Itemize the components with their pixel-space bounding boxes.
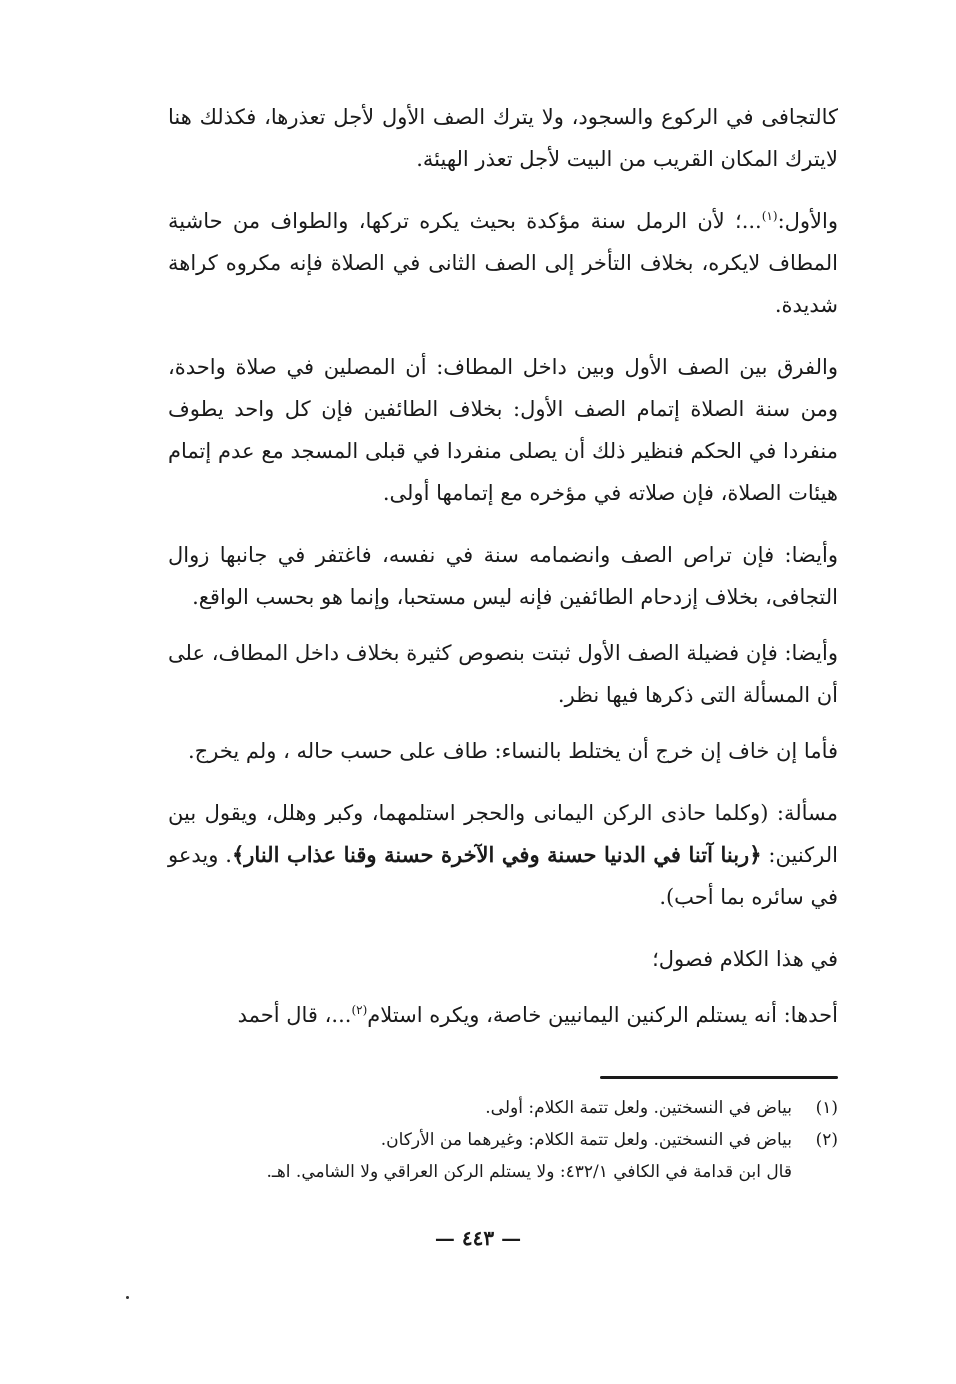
- footnote-continuation: قال ابن قدامة في الكافي ٤٣٢/١: ولا يستلم الركن العراقي ولا الشامي. اهـ.: [266, 1162, 792, 1182]
- paragraph-7-end: . ويدعو في سائره بما أحب).: [168, 843, 838, 909]
- footnote-1-text: بياض في النسختين. ولعل تتمة الكلام: أولى.: [485, 1098, 792, 1118]
- footnote-1-number: (١): [815, 1098, 838, 1118]
- paragraph-1-text: كالتجافى في الركوع والسجود، ولا يترك الصف الأول لأجل تعذرها، فكذلك هنا لايترك المكان القريب من البيت لأجل تعذر الهيئة.: [168, 105, 838, 171]
- paragraph-7: [168, 792, 838, 918]
- footnote-ref-2[interactable]: (٢): [351, 1003, 368, 1017]
- paragraph-5-text: وأيضا: فإن فضيلة الصف الأول ثبتت بنصوص كثيرة بخلاف داخل المطاف، على أن المسألة التى ذكرها فيها نظر.: [168, 641, 838, 707]
- paragraph-5: [168, 632, 838, 716]
- footnotes: [168, 1092, 838, 1188]
- footnote-2-text: بياض في النسختين. ولعل تتمة الكلام: وغيرهما من الأركان.: [380, 1130, 792, 1150]
- footnote-1: [168, 1092, 838, 1124]
- paragraph-9-rest: ...، قال أحمد: [237, 1003, 352, 1027]
- paragraph-8: [168, 938, 838, 980]
- paragraph-4-text: وأيضا: فإن تراص الصف وانضمامه سنة في نفسه، فاغتفر في جانبها زوال التجافى، بخلاف إزدحام الطائفين فإنه ليس مستحبا، وإنما هو بحسب الواقع.: [168, 543, 838, 609]
- main-text: [168, 96, 838, 1056]
- paragraph-2-rest: ...؛ لأن الرمل سنة مؤكدة بحيث يكره تركها، والطواف من حاشية المطاف لايكره، بخلاف التأخر إلى الصف الثانى في الصلاة فإنه مكروه كراهة شديدة.: [168, 209, 838, 317]
- footnote-2: [168, 1124, 838, 1156]
- paragraph-2-start: والأول:: [777, 209, 838, 233]
- paragraph-8-text: في هذا الكلام فصول؛: [652, 947, 838, 971]
- footnote-2-number: (٢): [815, 1130, 838, 1150]
- paragraph-3-text: والفرق بين الصف الأول وبين داخل المطاف: أن المصلين في صلاة واحدة، ومن سنة الصلاة إتمام الصف الأول: بخلاف الطائفين فإن كل واحد يطوف منفردا في الحكم فنظير ذلك أن يصلى منفردا في قبلى المسجد مع عدم إتمام هيئات الصلاة، فإن صلاته في مؤخره مع إتمامها أولى.: [168, 355, 838, 505]
- scan-speck: [126, 1296, 129, 1299]
- paragraph-6-text: فأما إن خاف إن خرج أن يختلط بالنساء: طاف على حسب حاله ، ولم يخرج.: [187, 739, 838, 763]
- paragraph-1: [168, 96, 838, 180]
- footnote-separator: [600, 1076, 838, 1079]
- paragraph-7-start: مسألة: (وكلما حاذى الركن اليمانى والحجر استلمهما، وكبر وهلل، ويقول بين الركنين:: [168, 801, 838, 867]
- footnote-ref-1[interactable]: (١): [761, 209, 778, 223]
- quran-verse: ﴿ربنا آتنا في الدنيا حسنة وفي الآخرة حسنة وقنا عذاب النار﴾: [231, 842, 762, 867]
- paragraph-2: [168, 200, 838, 326]
- paragraph-3: [168, 346, 838, 514]
- paragraph-6: [168, 730, 838, 772]
- paragraph-9: [168, 994, 838, 1036]
- paragraph-4: [168, 534, 838, 618]
- page-number: — ٤٤٣ —: [434, 1226, 522, 1250]
- paragraph-9-start: أحدها: أنه يستلم الركنين اليمانيين خاصة، ويكره استلام: [367, 1003, 838, 1027]
